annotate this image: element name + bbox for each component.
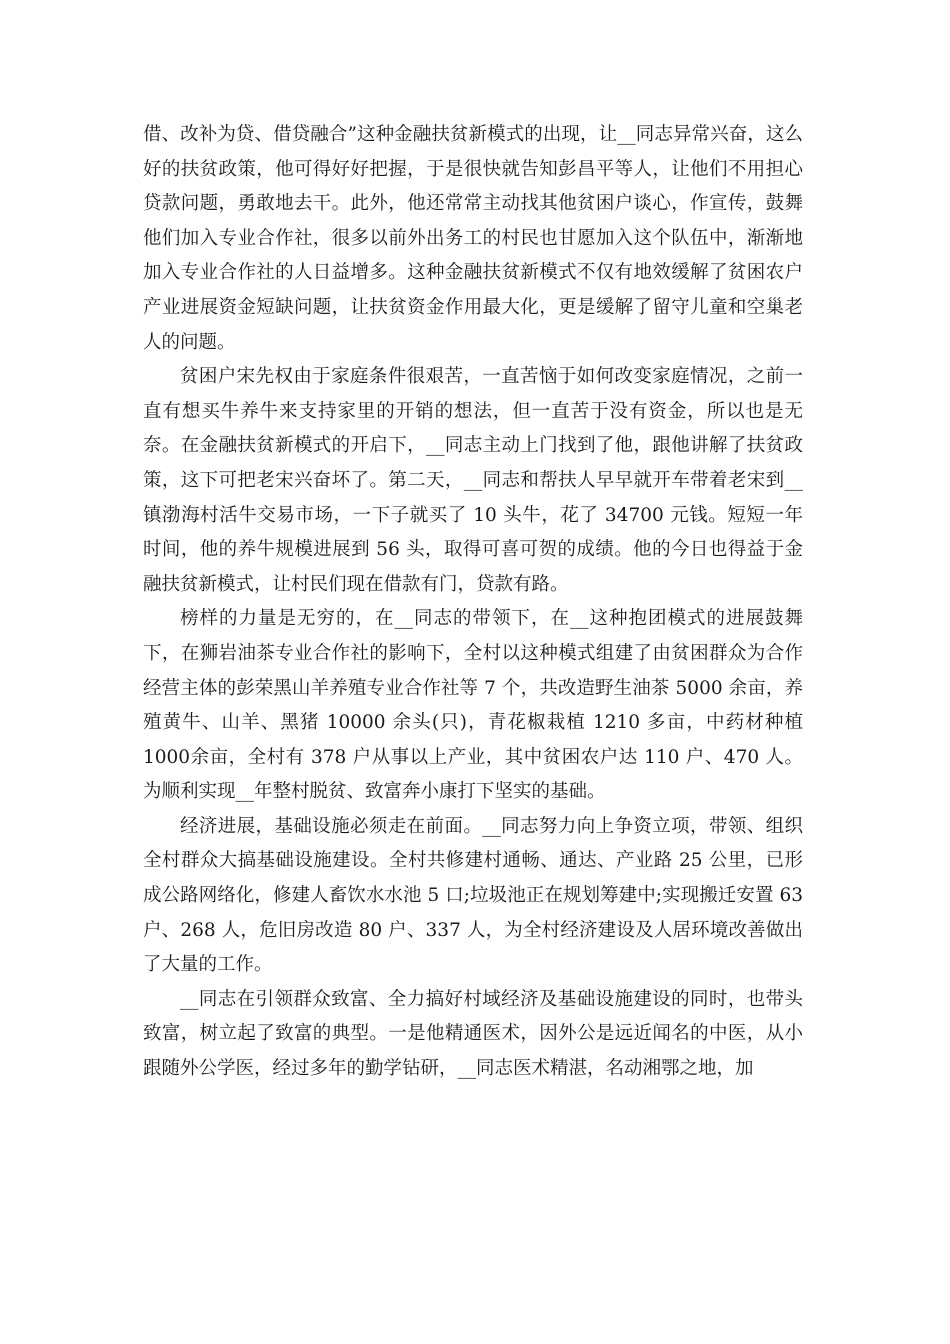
paragraph-1: 借、改补为贷、借贷融合”这种金融扶贫新模式的出现，让__同志异常兴奋，这么好的扶贫政策，他可得好好把握，于是很快就告知彭昌平等人，让他们不用担心贷款问题，勇敢地去干。此外，他还常常主动找其他贫困户谈心，作宣传，鼓舞他们加入专业合作社，很多以前外出务工的村民也甘愿加入这个队伍中，渐渐地加入专业合作社的人日益增多。这种金融扶贫新模式不仅有地效缓解了贫困农户产业进展资金短缺问题，让扶贫资金作用最大化，更是缓解了留守儿童和空巢老人的问题。 xyxy=(143,124,803,353)
paragraph-2: 贫困户宋先权由于家庭条件很艰苦，一直苦恼于如何改变家庭情况，之前一直有想买牛养牛来支持家里的开销的想法，但一直苦于没有资金，所以也是无奈。在金融扶贫新模式的开启下，__同志主动上门找到了他，跟他讲解了扶贫政策，这下可把老宋兴奋坏了。第二天，__同志和帮扶人早早就开车带着老宋到__镇渤海村活牛交易市场，一下子就买了 10 头牛，花了 34700 元钱。短短一年时间，他的养牛规模进展到 56 头，取得可喜可贺的成绩。他的今日也得益于金融扶贫新模式，让村民们现在借款有门，贷款有路。 xyxy=(143,366,803,595)
document-body xyxy=(143,118,803,1087)
paragraph-4: 经济进展，基础设施必须走在前面。__同志努力向上争资立项，带领、组织全村群众大搞基础设施建设。全村共修建村通畅、通达、产业路 25 公里，已形成公路网络化，修建人畜饮水水池 5 口;垃圾池正在规划筹建中;实现搬迁安置 63 户、268 人，危旧房改造 80 户、337 人，为全村经济建设及人居环境改善做出了大量的工作。 xyxy=(143,815,803,976)
paragraph-5: __同志在引领群众致富、全力搞好村域经济及基础设施建设的同时，也带头致富，树立起了致富的典型。一是他精通医术，因外公是远近闻名的中医，从小跟随外公学医，经过多年的勤学钻研，__同志医术精湛，名动湘鄂之地，加 xyxy=(143,988,803,1080)
paragraph-3: 榜样的力量是无穷的，在__同志的带领下，在__这种抱团模式的进展鼓舞下，在狮岩油茶专业合作社的影响下，全村以这种模式组建了由贫困群众为合作经营主体的彭荣黑山羊养殖专业合作社等 7 个，共改造野生油茶 5000 余亩，养殖黄牛、山羊、黑猪 10000 余头(只)，青花椒栽植 1210 多亩，中药材种植 1000余亩，全村有 378 户从事以上产业，其中贫困农户达 110 户、470 人。为顺利实现__年整村脱贫、致富奔小康打下坚实的基础。 xyxy=(143,608,803,803)
